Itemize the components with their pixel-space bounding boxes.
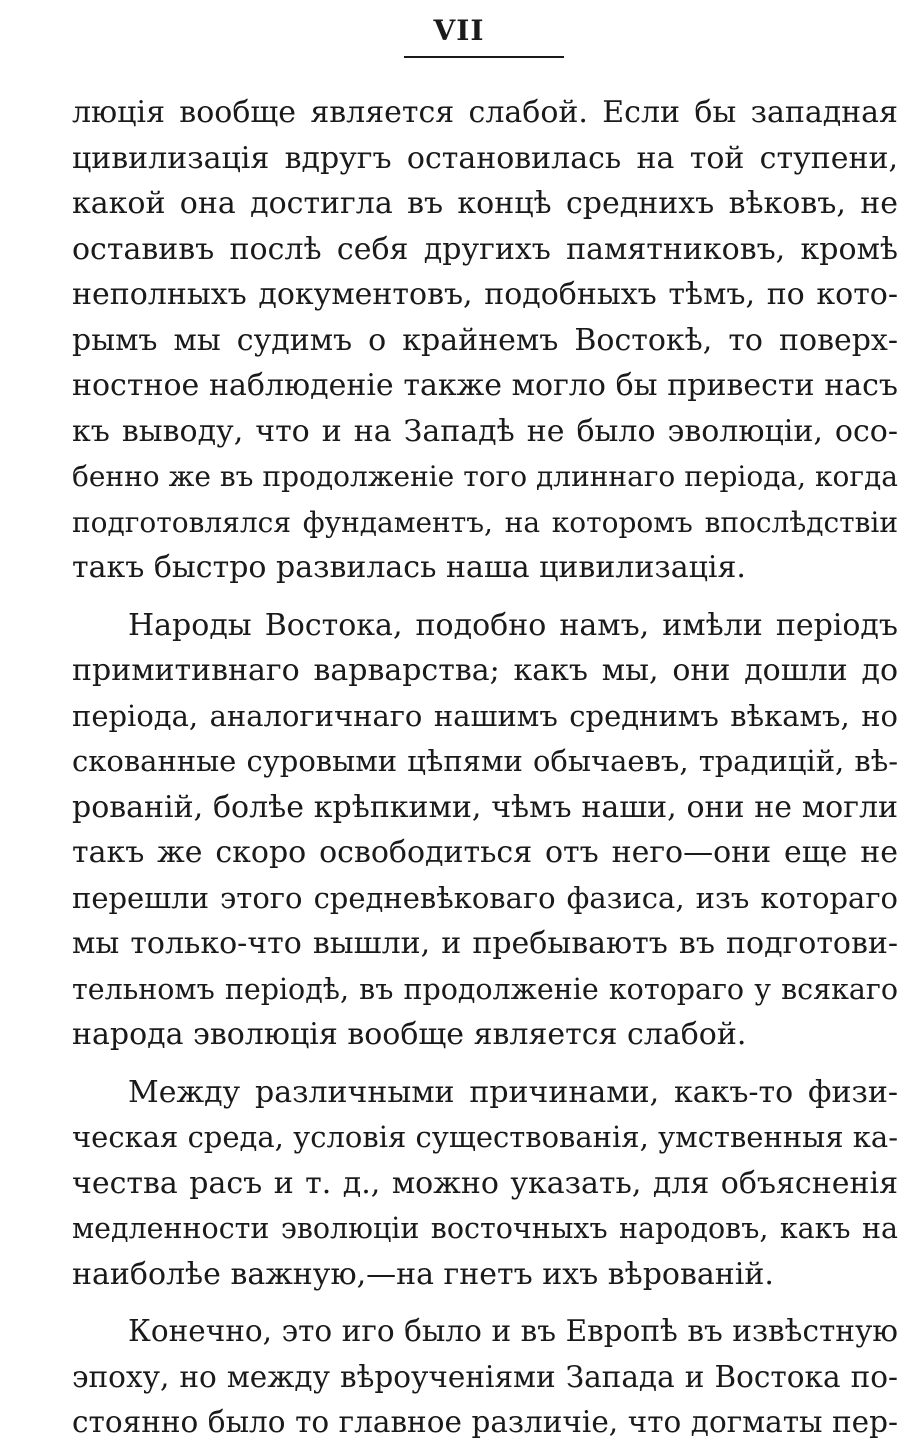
text-line: Народы Востока, подобно намъ, имѣли періодъ bbox=[128, 607, 898, 643]
text-line: бенно же въ продолженіе того длиннаго періода, когда bbox=[72, 460, 898, 493]
text-line: подготовлялся фундаментъ, на которомъ впослѣдствіи bbox=[72, 505, 898, 539]
text-line: примитивнаго варварства; какъ мы, они дошли до bbox=[72, 653, 898, 688]
text-line: народа эволюція вообще является слабой. bbox=[72, 1017, 747, 1052]
page-number: VII bbox=[433, 14, 485, 47]
text-line: мы только-что вышли, и пребываютъ въ подготови- bbox=[72, 926, 898, 961]
text-line: какой она достигла въ концѣ среднихъ вѣковъ, не bbox=[72, 186, 898, 221]
text-line: скованные суровыми цѣпями обычаевъ, традицій, вѣ- bbox=[72, 744, 898, 778]
text-line: стоянно было то главное различіе, что догматы пер- bbox=[72, 1405, 898, 1439]
text-line: Между различными причинами, какъ-то физи- bbox=[128, 1074, 898, 1110]
text-line: оставивъ послѣ себя другихъ памятниковъ, кромѣ bbox=[72, 231, 898, 267]
text-line: люція вообще является слабой. Если бы западная bbox=[72, 95, 898, 130]
text-line: неполныхъ документовъ, подобныхъ тѣмъ, по кото- bbox=[72, 277, 898, 312]
text-line: Конечно, это иго было и въ Европѣ въ извѣстную bbox=[128, 1314, 898, 1348]
text-line: періода, аналогичнаго нашимъ среднимъ вѣкамъ, но bbox=[72, 698, 898, 733]
text-line: ческая среда, условія существованія, умственныя ка- bbox=[72, 1120, 898, 1154]
text-line: такъ быстро развилась наша цивилизація. bbox=[72, 550, 746, 585]
paragraph-1 bbox=[72, 90, 898, 591]
text-line: ностное наблюденіе также могло бы привести насъ bbox=[72, 368, 898, 403]
text-line: такъ же скоро освободиться отъ него—они еще не bbox=[72, 835, 898, 870]
body-text bbox=[72, 90, 898, 1446]
text-line: рымъ мы судимъ о крайнемъ Востокѣ, то поверх- bbox=[72, 322, 898, 358]
paragraph-4 bbox=[72, 1309, 898, 1446]
header-rule bbox=[404, 56, 564, 58]
paragraph-2 bbox=[72, 603, 898, 1058]
text-line: перешли этого средневѣковаго фазиса, изъ котораго bbox=[72, 880, 898, 915]
text-line: чества расъ и т. д., можно указать, для объясненія bbox=[72, 1165, 898, 1201]
text-line: тельномъ періодѣ, въ продолженіе котораго у всякаго bbox=[72, 972, 898, 1006]
text-line: къ выводу, что и на Западѣ не было эволюціи, осо- bbox=[72, 413, 898, 449]
text-line: эпоху, но между вѣроученіями Запада и Востока по- bbox=[72, 1359, 898, 1394]
text-line: наиболѣе важную,—на гнетъ ихъ вѣрованій. bbox=[72, 1256, 774, 1292]
paragraph-3 bbox=[72, 1070, 898, 1298]
text-line: медленности эволюціи восточныхъ народовъ, какъ на bbox=[72, 1212, 898, 1245]
text-line: рованій, болѣе крѣпкими, чѣмъ наши, они не могли bbox=[72, 789, 898, 825]
text-line: цивилизація вдругъ остановилась на той ступени, bbox=[72, 140, 898, 176]
